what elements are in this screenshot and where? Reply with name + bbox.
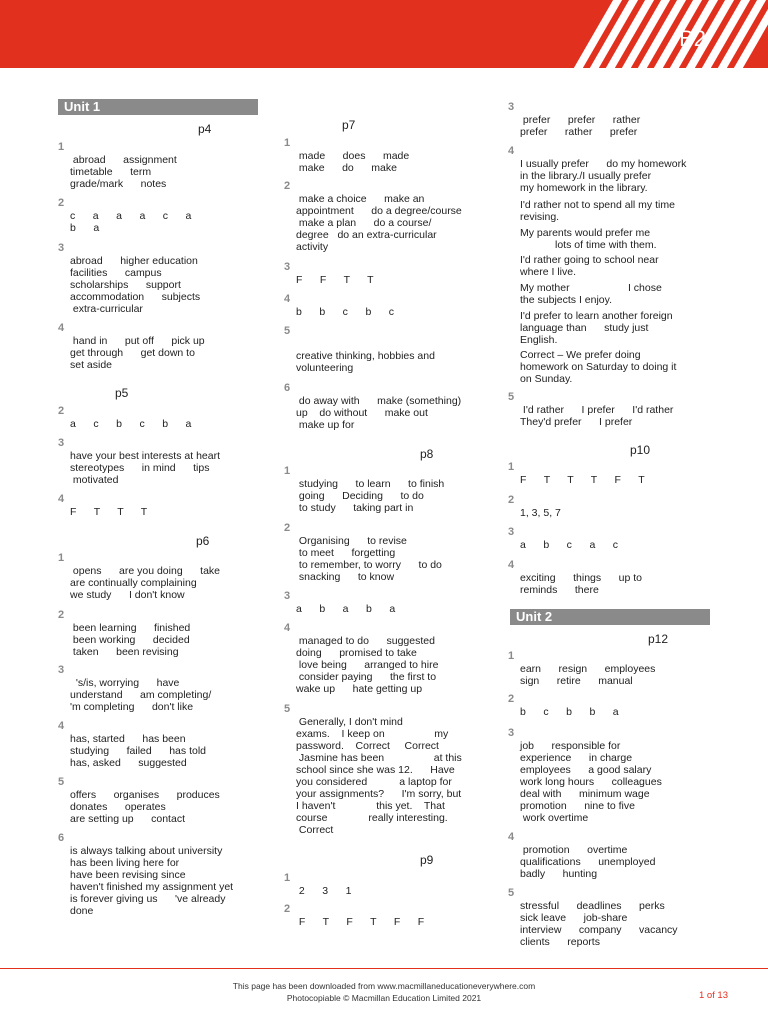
answer-line: job responsible for <box>520 740 621 752</box>
answer-line: make do make <box>296 162 397 174</box>
answer-line: reminds there <box>520 584 599 596</box>
answer-line: is forever giving us 've already <box>70 893 226 905</box>
answer-line: doing promised to take <box>296 647 417 659</box>
answer-line: activity <box>296 241 329 253</box>
answer-line: are continually complaining <box>70 577 197 589</box>
answer-line: experience in charge <box>520 752 633 764</box>
answer-line: make a plan do a course/ <box>296 217 432 229</box>
answer-line: exciting things up to <box>520 572 642 584</box>
question-number: 5 <box>508 887 515 899</box>
question-number: 1 <box>508 461 515 473</box>
answer-line: prefer rather prefer <box>520 126 638 138</box>
question-number: 2 <box>284 180 291 192</box>
answer-line: are setting up contact <box>70 813 185 825</box>
answer-line: donates operates <box>70 801 166 813</box>
answer-line: up do without make out <box>296 407 428 419</box>
question-number: 4 <box>508 145 515 157</box>
answer-line: understand am completing/ <box>70 689 212 701</box>
answer-line: has, asked suggested <box>70 757 187 769</box>
answer-line: taken been revising <box>70 646 179 658</box>
answer-line: has, started has been <box>70 733 186 745</box>
question-number: 4 <box>58 322 65 334</box>
question-number: 6 <box>58 832 65 844</box>
answer-line: interview company vacancy <box>520 924 678 936</box>
answer-line: a b a b a <box>296 603 396 615</box>
question-number: 3 <box>58 242 65 254</box>
answer-line: a c b c b a <box>70 418 192 430</box>
answer-line: studying failed has told <box>70 745 206 757</box>
answer-line: I haven't this yet. That <box>296 800 445 812</box>
answer-line: F T T T F T <box>520 474 645 486</box>
answer-line: appointment do a degree/course <box>296 205 462 217</box>
answer-line: promotion nine to five <box>520 800 635 812</box>
answer-line: accommodation subjects <box>70 291 201 303</box>
answer-line: 'm completing don't like <box>70 701 194 713</box>
answer-line: is always talking about university <box>70 845 223 857</box>
question-number: 4 <box>508 559 515 571</box>
question-number: 3 <box>508 727 515 739</box>
question-number: 5 <box>284 325 291 337</box>
answer-line: been learning finished <box>70 622 191 634</box>
answer-line: I'd rather going to school near <box>520 254 659 266</box>
question-number: 3 <box>58 437 65 449</box>
answer-line: 's/is, worrying have <box>70 677 180 689</box>
answer-line: grade/mark notes <box>70 178 167 190</box>
header-banner <box>0 0 768 68</box>
answer-line: I usually prefer do my homework <box>520 158 687 170</box>
answer-line: set aside <box>70 359 113 371</box>
answer-line: revising. <box>520 211 560 223</box>
answer-line: stressful deadlines perks <box>520 900 665 912</box>
answer-line: my homework in the library. <box>520 182 648 194</box>
answer-line: you considered a laptop for <box>296 776 452 788</box>
answer-line: Correct – We prefer doing <box>520 349 641 361</box>
question-number: 1 <box>58 141 65 153</box>
answer-line: made does made <box>296 150 410 162</box>
answer-line: going Deciding to do <box>296 490 424 502</box>
answer-line: a b c a c <box>520 539 619 551</box>
question-number: 2 <box>284 522 291 534</box>
answer-line: to meet forgetting <box>296 547 396 559</box>
answer-line: snacking to know <box>296 571 395 583</box>
answer-line: exams. I keep on my <box>296 728 449 740</box>
answer-line: My mother I chose <box>520 282 662 294</box>
page-ref: p10 <box>630 443 651 457</box>
answer-line: stereotypes in mind tips <box>70 462 210 474</box>
question-number: 1 <box>284 465 291 477</box>
answer-line: abroad higher education <box>70 255 198 267</box>
level-label: B2 <box>679 26 706 51</box>
answer-line: timetable term <box>70 166 152 178</box>
answer-line: lots of time with them. <box>520 239 657 251</box>
answer-line: language than study just <box>520 322 649 334</box>
answer-line: sign retire manual <box>520 675 633 687</box>
answer-line: password. Correct Correct <box>296 740 439 752</box>
answer-line: course really interesting. <box>296 812 448 824</box>
answer-line: where I live. <box>520 266 577 278</box>
answer-line: extra-curricular <box>70 303 143 315</box>
question-number: 5 <box>58 776 65 788</box>
question-number: 1 <box>508 650 515 662</box>
answer-line: F T F T F F <box>296 916 425 928</box>
question-number: 3 <box>58 664 65 676</box>
answer-line: Correct <box>296 824 334 836</box>
answer-line: promotion overtime <box>520 844 628 856</box>
page-ref: p7 <box>342 118 356 132</box>
answer-line: make a choice make an <box>296 193 425 205</box>
answer-line: b b c b c <box>296 306 395 318</box>
question-number: 4 <box>58 720 65 732</box>
answer-line: to remember, to worry to do <box>296 559 442 571</box>
question-number: 4 <box>284 293 291 305</box>
answer-line: haven't finished my assignment yet <box>70 881 234 893</box>
answer-line: make up for <box>296 419 355 431</box>
question-number: 3 <box>284 261 291 273</box>
answer-line: F T T T <box>70 506 148 518</box>
question-number: 4 <box>284 622 291 634</box>
page-ref: p6 <box>196 534 210 548</box>
answer-line: clients reports <box>520 936 600 948</box>
answer-line: volunteering <box>296 362 354 374</box>
page-ref: p4 <box>198 122 212 136</box>
answer-line: managed to do suggested <box>296 635 435 647</box>
answer-line: offers organises produces <box>70 789 220 801</box>
answer-line: b c b b a <box>520 706 619 718</box>
question-number: 1 <box>284 137 291 149</box>
answer-line: hand in put off pick up <box>70 335 205 347</box>
answer-line: b a <box>70 222 100 234</box>
answer-line: motivated <box>70 474 119 486</box>
answer-line: has been living here for <box>70 857 180 869</box>
answer-line: 1, 3, 5, 7 <box>520 507 561 519</box>
answer-line: work long hours colleagues <box>520 776 662 788</box>
answer-line: school since she was 12. Have <box>296 764 455 776</box>
question-number: 2 <box>284 903 291 915</box>
footer-rule <box>0 968 768 969</box>
answer-line: the subjects I enjoy. <box>520 294 613 306</box>
answer-line: have your best interests at heart <box>70 450 220 462</box>
question-number: 2 <box>508 693 515 705</box>
answer-line: creative thinking, hobbies and <box>296 350 435 362</box>
answer-line: scholarships support <box>70 279 181 291</box>
answer-line: Jasmine has been at this <box>296 752 462 764</box>
answer-line: your assignments? I'm sorry, but <box>296 788 462 800</box>
answer-line: My parents would prefer me <box>520 227 651 239</box>
question-number: 3 <box>508 101 515 113</box>
answer-line: qualifications unemployed <box>520 856 656 868</box>
question-number: 2 <box>58 609 65 621</box>
question-number: 3 <box>508 526 515 538</box>
answer-line: been working decided <box>70 634 190 646</box>
answer-line: consider paying the first to <box>296 671 437 683</box>
answer-line: have been revising since <box>70 869 186 881</box>
answer-line: on Sunday. <box>520 373 573 385</box>
answer-line: in the library./I usually prefer <box>520 170 652 182</box>
answer-line: They'd prefer I prefer <box>520 416 633 428</box>
unit-heading: Unit 1 <box>58 99 258 115</box>
question-number: 3 <box>284 590 291 602</box>
answer-line: employees a good salary <box>520 764 652 776</box>
answer-line: Organising to revise <box>296 535 407 547</box>
answer-line: earn resign employees <box>520 663 656 675</box>
answer-line: homework on Saturday to doing it <box>520 361 677 373</box>
answer-line: work overtime <box>520 812 589 824</box>
answer-line: sick leave job-share <box>520 912 628 924</box>
footer-copyright: Photocopiable © Macmillan Education Limited 2021 <box>286 993 482 1003</box>
answer-line: c a a a c a <box>70 210 192 222</box>
question-number: 4 <box>508 831 515 843</box>
question-number: 2 <box>508 494 515 506</box>
answer-line: badly hunting <box>520 868 598 880</box>
answer-line: F F T T <box>296 274 374 286</box>
question-number: 5 <box>284 703 291 715</box>
answer-line: deal with minimum wage <box>520 788 650 800</box>
page-ref: p8 <box>420 447 434 461</box>
page-ref: p12 <box>648 632 669 646</box>
answer-line: I'd rather I prefer I'd rather <box>520 404 674 416</box>
answer-line: do away with make (something) <box>296 395 462 407</box>
answer-line: studying to learn to finish <box>296 478 445 490</box>
answer-line: Generally, I don't mind <box>296 716 403 728</box>
question-number: 1 <box>58 552 65 564</box>
question-number: 5 <box>508 391 515 403</box>
answer-line: we study I don't know <box>70 589 185 601</box>
answer-line: opens are you doing take <box>70 565 221 577</box>
question-number: 6 <box>284 382 291 394</box>
question-number: 2 <box>58 405 65 417</box>
page-number: 1 of 13 <box>698 990 728 1001</box>
question-number: 4 <box>58 493 65 505</box>
answer-line: done <box>70 905 94 917</box>
footer-source: This page has been downloaded from www.macmillaneducationeverywhere.com <box>232 981 536 991</box>
answer-line: get through get down to <box>70 347 195 359</box>
answer-line: I'd prefer to learn another foreign <box>520 310 673 322</box>
page-ref: p5 <box>115 386 129 400</box>
question-number: 2 <box>58 197 65 209</box>
page-ref: p9 <box>420 853 434 867</box>
answer-line: I'd rather not to spend all my time <box>520 199 675 211</box>
question-number: 1 <box>284 872 291 884</box>
answer-line: love being arranged to hire <box>296 659 439 671</box>
answer-line: wake up hate getting up <box>296 683 423 695</box>
answer-line: degree do an extra-curricular <box>296 229 437 241</box>
answer-line: to study taking part in <box>296 502 414 514</box>
answer-line: abroad assignment <box>70 154 177 166</box>
answer-line: English. <box>520 334 558 346</box>
answer-line: facilities campus <box>70 267 162 279</box>
answer-line: prefer prefer rather <box>520 114 641 126</box>
answer-line: 2 3 1 <box>296 885 352 897</box>
unit-heading: Unit 2 <box>510 609 710 625</box>
